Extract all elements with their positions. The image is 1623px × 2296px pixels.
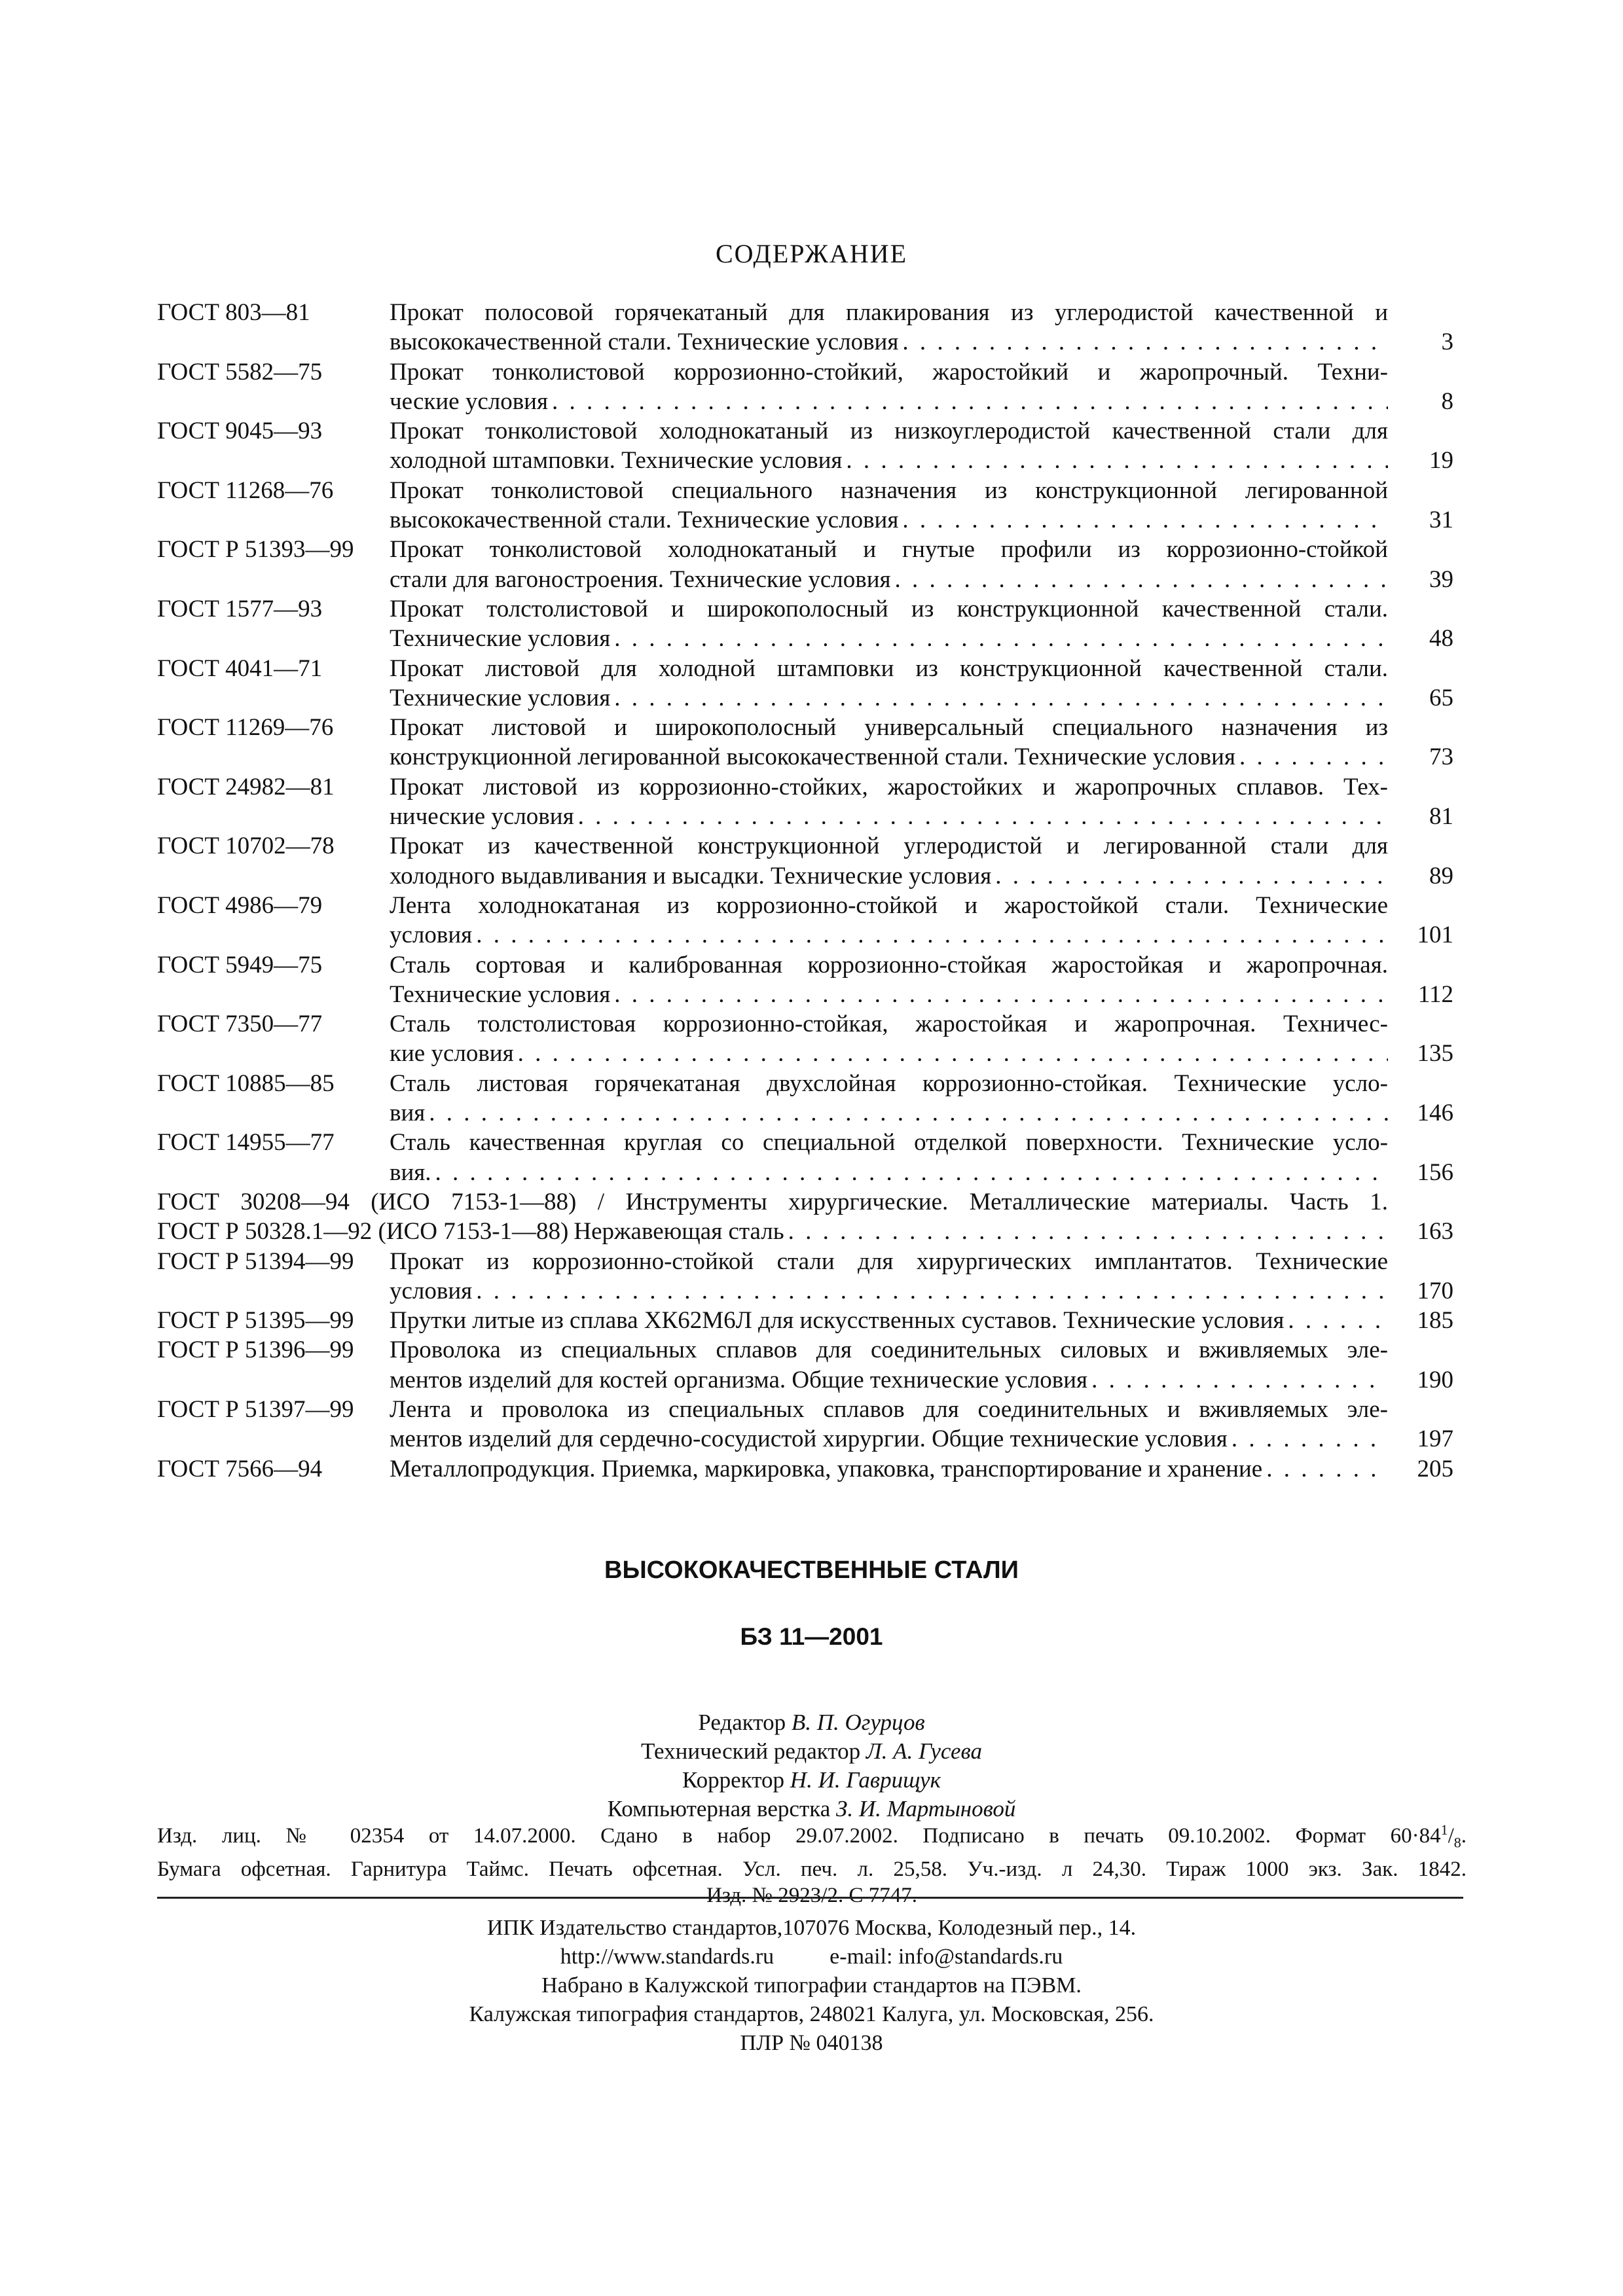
toc-entry: [157, 1069, 1453, 1128]
toc-entry-text: [390, 1306, 1453, 1335]
toc-entry: [157, 1306, 1453, 1335]
staff-role: Редактор: [698, 1710, 786, 1735]
staff-name: В. П. Огурцов: [791, 1710, 925, 1735]
toc-entry-title: Прокат тонколистовой холоднокатаный из низкоуглеродистой качественной стали для: [390, 418, 1388, 445]
toc-page-spacer: [1388, 654, 1453, 683]
staff-line: [0, 1708, 1623, 1737]
toc-entry-title: Прокат тонколистовой холоднокатаный и гнутые профили из коррозионно-стойкой: [390, 536, 1388, 564]
toc-entry-text: [390, 891, 1453, 950]
toc-entry: [157, 831, 1453, 891]
toc-page-spacer: [1388, 950, 1453, 980]
publisher-line: http://www.standards.ru e-mail: info@standards.ru: [560, 1945, 1063, 1969]
toc-page-spacer: [1388, 1128, 1453, 1157]
toc-entry-code: ГОСТ 7566—94: [157, 1455, 323, 1482]
toc-entry-text: [390, 1069, 1453, 1128]
toc-entry-code: ГОСТ 5582—75: [157, 358, 323, 386]
toc-entry-code: ГОСТ 11268—76: [157, 476, 334, 504]
toc-entry-line: [390, 505, 1453, 535]
staff-role: Технический редактор: [641, 1738, 861, 1764]
imprint-line-1: Изд. лиц. № 02354 от 14.07.2000. Сдано в набор 29.07.2002. Подписано в печать 09.10.2002. Формат $60\cdot 84^1/_8$.: [157, 1821, 1467, 1851]
toc-page-spacer: [1388, 594, 1453, 624]
toc-page-number: 197: [1417, 1426, 1453, 1453]
toc-page-number: 39: [1429, 565, 1453, 593]
toc-leader-dots: [1235, 742, 1388, 772]
toc-page-spacer: [1388, 1335, 1453, 1365]
toc-page-number: 65: [1429, 684, 1453, 711]
toc-entry: [157, 535, 1453, 594]
toc-entry-title: ментов изделий для костей организма. Общие технические условия: [390, 1366, 1088, 1393]
toc-leader-dots: [431, 1158, 1388, 1187]
toc-entry-title: конструкционной легированной высококачественной стали. Технические условия: [390, 744, 1235, 771]
toc-entry-title: Сталь сортовая и калиброванная коррозионно-стойкая жаростойкая и жаропрочная.: [390, 951, 1388, 978]
toc-page-number: 81: [1429, 803, 1453, 831]
toc-entry: [157, 1009, 1453, 1069]
toc-entry-title: ментов изделий для сердечно-сосудистой хирургии. Общие технические условия: [390, 1426, 1228, 1453]
toc-leader-dots: [610, 624, 1388, 653]
toc-page-spacer: [1388, 416, 1453, 446]
staff-line: [0, 1737, 1623, 1766]
toc-page-number: 156: [1417, 1158, 1453, 1186]
toc-page-spacer: [1388, 1187, 1453, 1217]
toc-entry-code: ГОСТ Р 51395—99: [157, 1307, 354, 1335]
toc-entry-line: [390, 713, 1453, 742]
toc-entry-line: [390, 298, 1453, 327]
toc-page-number: 135: [1417, 1040, 1453, 1067]
toc-entry-line: [390, 1424, 1453, 1454]
imprint-line-2: Бумага офсетная. Гарнитура Таймс. Печать офсетная. Усл. печ. л. 25,58. Уч.-изд. л 24,30. Тираж 1000 экз. Зак. 1842.: [157, 1857, 1467, 1881]
toc-entry-code: ГОСТ 24982—81: [157, 773, 335, 800]
toc-entry-title: Сталь качественная круглая со специальной отделкой поверхности. Технические усло-: [390, 1129, 1388, 1157]
toc-leader-dots: [610, 980, 1388, 1009]
toc-entry-line: [390, 1306, 1453, 1335]
toc-entry-line: [390, 1069, 1453, 1098]
toc-page-spacer: [1388, 1069, 1453, 1098]
toc-entry: [157, 594, 1453, 654]
staff-name: Н. И. Гаврищук: [790, 1767, 941, 1793]
toc-entry-code: ГОСТ 1577—93: [157, 595, 323, 622]
staff-credits: [0, 1708, 1623, 1823]
toc-entry: [157, 357, 1453, 417]
toc-entry: [157, 772, 1453, 832]
toc-entry-text: [390, 416, 1453, 476]
document-id: БЗ 11—2001: [740, 1623, 883, 1650]
toc-entry-line: [390, 1395, 1453, 1424]
toc-entry-line: [390, 861, 1453, 891]
toc-entry-code: ГОСТ Р 51396—99: [157, 1336, 354, 1364]
toc-entry-title: холодной штамповки. Технические условия: [390, 447, 843, 475]
toc-entry: [157, 416, 1453, 476]
toc-entry-text: [390, 1395, 1453, 1454]
toc-leader-dots: [991, 861, 1388, 891]
toc-entry-line: [390, 535, 1453, 564]
toc-entry-line: [390, 1365, 1453, 1395]
toc-entry-code: ГОСТ 10702—78: [157, 833, 335, 860]
toc-leader-dots: [548, 387, 1388, 416]
toc-entry-text: [390, 1247, 1453, 1306]
toc-entry-title: ческие условия: [390, 387, 548, 415]
toc-page-spacer: [1388, 772, 1453, 802]
toc-entry-title: кие условия: [390, 1040, 514, 1067]
toc-entry-text: [390, 1335, 1453, 1395]
toc-page-number: 3: [1441, 329, 1453, 356]
toc-entry-title: условия: [390, 1277, 473, 1304]
toc-leader-dots: [1087, 1365, 1388, 1395]
section-title: ВЫСОКОКАЧЕСТВЕННЫЕ СТАЛИ: [604, 1556, 1019, 1584]
toc-entry-title: Прокат из коррозионно-стойкой стали для хирургических имплантатов. Технические: [390, 1247, 1388, 1275]
toc-entry-text: [390, 1454, 1453, 1484]
toc-page-spacer: [1388, 357, 1453, 387]
toc-entry-text: [390, 1128, 1453, 1187]
toc-leader-dots: [898, 505, 1388, 535]
toc-entry-line: [390, 1276, 1453, 1306]
toc-entry-line: [390, 357, 1453, 387]
toc-entry-code: ГОСТ 5949—75: [157, 951, 323, 978]
table-of-contents: [157, 298, 1453, 1484]
toc-entry-line: [157, 1187, 1453, 1217]
toc-entry-text: [390, 713, 1453, 772]
toc-leader-dots: [574, 802, 1388, 831]
toc-page-number: 163: [1417, 1218, 1453, 1246]
toc-entry-code: ГОСТ Р 51397—99: [157, 1395, 354, 1423]
toc-entry-title: Прокат листовой из коррозионно-стойких, жаростойких и жаропрочных сплавов. Тех-: [390, 773, 1388, 800]
toc-entry-line: [390, 802, 1453, 831]
staff-line: [0, 1766, 1623, 1795]
toc-entry-title: ГОСТ 30208—94 (ИСО 7153-1—88) / Инструменты хирургические. Металлические материалы. Часть 1.: [157, 1188, 1388, 1215]
toc-entry-title: Прокат листовой и широкополосный универсальный специального назначения из: [390, 714, 1388, 742]
toc-entry-line: [390, 1454, 1453, 1484]
staff-role: Корректор: [682, 1767, 785, 1793]
toc-entry-line: [157, 1217, 1453, 1246]
toc-leader-dots: [1262, 1454, 1388, 1484]
toc-entry-code: ГОСТ Р 51393—99: [157, 536, 354, 564]
toc-entry-code: ГОСТ 10885—85: [157, 1069, 335, 1097]
toc-leader-dots: [842, 446, 1388, 475]
toc-entry-title: высококачественной стали. Технические условия: [390, 507, 899, 534]
toc-entry-text: [390, 594, 1453, 654]
toc-page-number: 185: [1417, 1307, 1453, 1335]
toc-leader-dots: [472, 1276, 1388, 1306]
toc-entry-text: [390, 535, 1453, 594]
toc-page-spacer: [1388, 298, 1453, 327]
toc-entry-line: [390, 416, 1453, 446]
toc-page-number: 8: [1441, 387, 1453, 415]
publisher-line: ПЛР № 040138: [740, 2031, 883, 2055]
toc-entry-title: Технические условия: [390, 625, 611, 653]
toc-entry-title: Сталь толстолистовая коррозионно-стойкая, жаростойкая и жаропрочная. Техничес-: [390, 1011, 1388, 1038]
publisher-line: Калужская типография стандартов, 248021 Калуга, ул. Московская, 256.: [469, 2002, 1154, 2026]
toc-page-number: 205: [1417, 1455, 1453, 1482]
toc-entry-title: высококачественной стали. Технические условия: [390, 329, 899, 356]
toc-entry-text: [390, 476, 1453, 535]
toc-entry: [157, 713, 1453, 772]
toc-page-spacer: [1388, 535, 1453, 564]
toc-entry-line: [390, 1128, 1453, 1157]
toc-page-number: 190: [1417, 1366, 1453, 1393]
toc-leader-dots: [425, 1098, 1388, 1128]
toc-page-number: 31: [1429, 507, 1453, 534]
toc-entry-line: [390, 327, 1453, 357]
toc-entry-title: Прокат тонколистовой специального назначения из конструкционной легированной: [390, 476, 1388, 504]
toc-entry-code: ГОСТ 11269—76: [157, 714, 334, 742]
toc-entry-code: ГОСТ Р 51394—99: [157, 1247, 354, 1275]
toc-entry-code: ГОСТ Р 50328.1—92 (ИСО 7153-1—88): [157, 1218, 569, 1246]
toc-entry-line: [390, 387, 1453, 416]
toc-entry-text: [390, 831, 1453, 891]
toc-page-number: 101: [1417, 922, 1453, 949]
toc-entry-text: [390, 772, 1453, 832]
toc-entry: [157, 298, 1453, 357]
toc-entry-title: Лента и проволока из специальных сплавов для соединительных и вживляемых эле-: [390, 1395, 1388, 1423]
toc-page-spacer: [1388, 1395, 1453, 1424]
toc-entry-title: Лента холоднокатаная из коррозионно-стойкой и жаростойкой стали. Технические: [390, 891, 1388, 919]
toc-entry-title: стали для вагоностроения. Технические условия: [390, 565, 891, 593]
toc-entry-line: [390, 565, 1453, 594]
publisher-info: [0, 1914, 1623, 2058]
toc-entry: [157, 1335, 1453, 1395]
imprint-line-3: Изд. № 2923/2. С 7747.: [706, 1883, 917, 1907]
toc-entry: [157, 1454, 1453, 1484]
toc-entry-line: [390, 594, 1453, 624]
toc-entry-line: [390, 891, 1453, 920]
toc-entry-title: Прутки литые из сплава ХК62М6Л для искусственных суставов. Технические условия: [390, 1307, 1285, 1335]
toc-entry-line: [390, 980, 1453, 1009]
toc-entry-code: ГОСТ 803—81: [157, 299, 310, 326]
toc-entry: [157, 1247, 1453, 1306]
toc-leader-dots: [472, 920, 1388, 950]
toc-entry-line: [390, 920, 1453, 950]
toc-page-number: 112: [1417, 980, 1453, 1008]
toc-entry-line: [390, 654, 1453, 683]
toc-leader-dots: [784, 1217, 1388, 1246]
toc-entry-title: Нержавеющая сталь: [574, 1218, 784, 1246]
toc-entry-text: [390, 1009, 1453, 1069]
toc-leader-dots: [1284, 1306, 1388, 1335]
toc-page-number: 170: [1417, 1277, 1453, 1304]
toc-page-spacer: [1388, 1009, 1453, 1039]
toc-entry-line: [390, 1098, 1453, 1128]
toc-entry-title: Металлопродукция. Приемка, маркировка, упаковка, транспортирование и хранение: [390, 1455, 1263, 1482]
toc-entry: [157, 476, 1453, 535]
toc-page-number: 89: [1429, 862, 1453, 889]
toc-entry-line: [390, 831, 1453, 861]
toc-entry-line: [390, 624, 1453, 653]
imprint: [157, 1817, 1467, 1909]
toc-entry: [157, 891, 1453, 950]
toc-page-number: 146: [1417, 1100, 1453, 1127]
toc-entry-line: [390, 476, 1453, 505]
toc-entry-title: Прокат полосовой горячекатаный для плакирования из углеродистой качественной и: [390, 299, 1388, 326]
toc-page-spacer: [1388, 1247, 1453, 1276]
toc-leader-dots: [610, 683, 1388, 713]
publisher-line: Набрано в Калужской типографии стандартов на ПЭВМ.: [541, 1973, 1082, 1998]
toc-title: СОДЕРЖАНИЕ: [715, 239, 908, 268]
staff-name: З. И. Мартыновой: [835, 1796, 1016, 1821]
toc-entry-line: [390, 950, 1453, 980]
toc-entry-title: Технические условия: [390, 684, 611, 711]
toc-entry-code: ГОСТ 7350—77: [157, 1011, 323, 1038]
toc-page-spacer: [1388, 713, 1453, 742]
toc-entry-line: [390, 1158, 1453, 1187]
toc-entry-text: [390, 654, 1453, 713]
staff-role: Компьютерная верстка: [607, 1796, 831, 1821]
toc-entry-line: [390, 742, 1453, 772]
toc-leader-dots: [1228, 1424, 1388, 1454]
toc-entry-line: [390, 772, 1453, 802]
toc-entry-text: [390, 357, 1453, 417]
toc-entry-title: Проволока из специальных сплавов для соединительных силовых и вживляемых эле-: [390, 1336, 1388, 1364]
toc-entry-code: ГОСТ 9045—93: [157, 418, 323, 445]
toc-entry-title: Прокат из качественной конструкционной углеродистой и легированной стали для: [390, 833, 1388, 860]
toc-entry-title: холодного выдавливания и высадки. Технические условия: [390, 862, 992, 889]
toc-page-spacer: [1388, 891, 1453, 920]
toc-page-number: 73: [1429, 744, 1453, 771]
toc-entry-title: Технические условия: [390, 980, 611, 1008]
divider: [157, 1897, 1463, 1899]
toc-entry-title: вия: [390, 1100, 426, 1127]
toc-leader-dots: [514, 1039, 1388, 1068]
toc-entry: [157, 654, 1453, 713]
toc-entry-text: [390, 950, 1453, 1010]
toc-leader-dots: [898, 327, 1388, 357]
toc-leader-dots: [891, 565, 1388, 594]
toc-entry-title: Прокат листовой для холодной штамповки из конструкционной качественной стали.: [390, 655, 1388, 682]
publisher-line: ИПК Издательство стандартов,107076 Москва, Колодезный пер., 14.: [486, 1916, 1137, 1940]
toc-entry-line: [390, 1335, 1453, 1365]
toc-page-number: 48: [1429, 625, 1453, 653]
toc-entry-title: Сталь листовая горячекатаная двухслойная коррозионно-стойкая. Технические усло-: [390, 1069, 1388, 1097]
toc-entry-code: ГОСТ 4041—71: [157, 655, 323, 682]
toc-entry-code: ГОСТ 4986—79: [157, 891, 323, 919]
staff-name: Л. А. Гусева: [866, 1738, 982, 1764]
toc-entry-title: Прокат толстолистовой и широкополосный из конструкционной качественной стали.: [390, 595, 1388, 622]
toc-entry-title: условия: [390, 922, 473, 949]
toc-entry-title: вия.: [390, 1158, 431, 1186]
toc-entry: [157, 1128, 1453, 1187]
toc-page-number: 19: [1429, 447, 1453, 475]
toc-entry-code: ГОСТ 14955—77: [157, 1129, 335, 1157]
toc-entry-line: [390, 683, 1453, 713]
toc-entry-line: [390, 1009, 1453, 1039]
toc-entry-line: [390, 1039, 1453, 1068]
toc-page-spacer: [1388, 476, 1453, 505]
toc-page-spacer: [1388, 831, 1453, 861]
toc-entry-title: Прокат тонколистовой коррозионно-стойкий, жаростойкий и жаропрочный. Техни-: [390, 358, 1388, 386]
toc-entry-title: нические условия: [390, 803, 574, 831]
toc-entry: [157, 1395, 1453, 1454]
toc-entry-line: [390, 1247, 1453, 1276]
toc-entry-text: [390, 298, 1453, 357]
toc-entry: [157, 950, 1453, 1010]
toc-entry-line: [390, 446, 1453, 475]
